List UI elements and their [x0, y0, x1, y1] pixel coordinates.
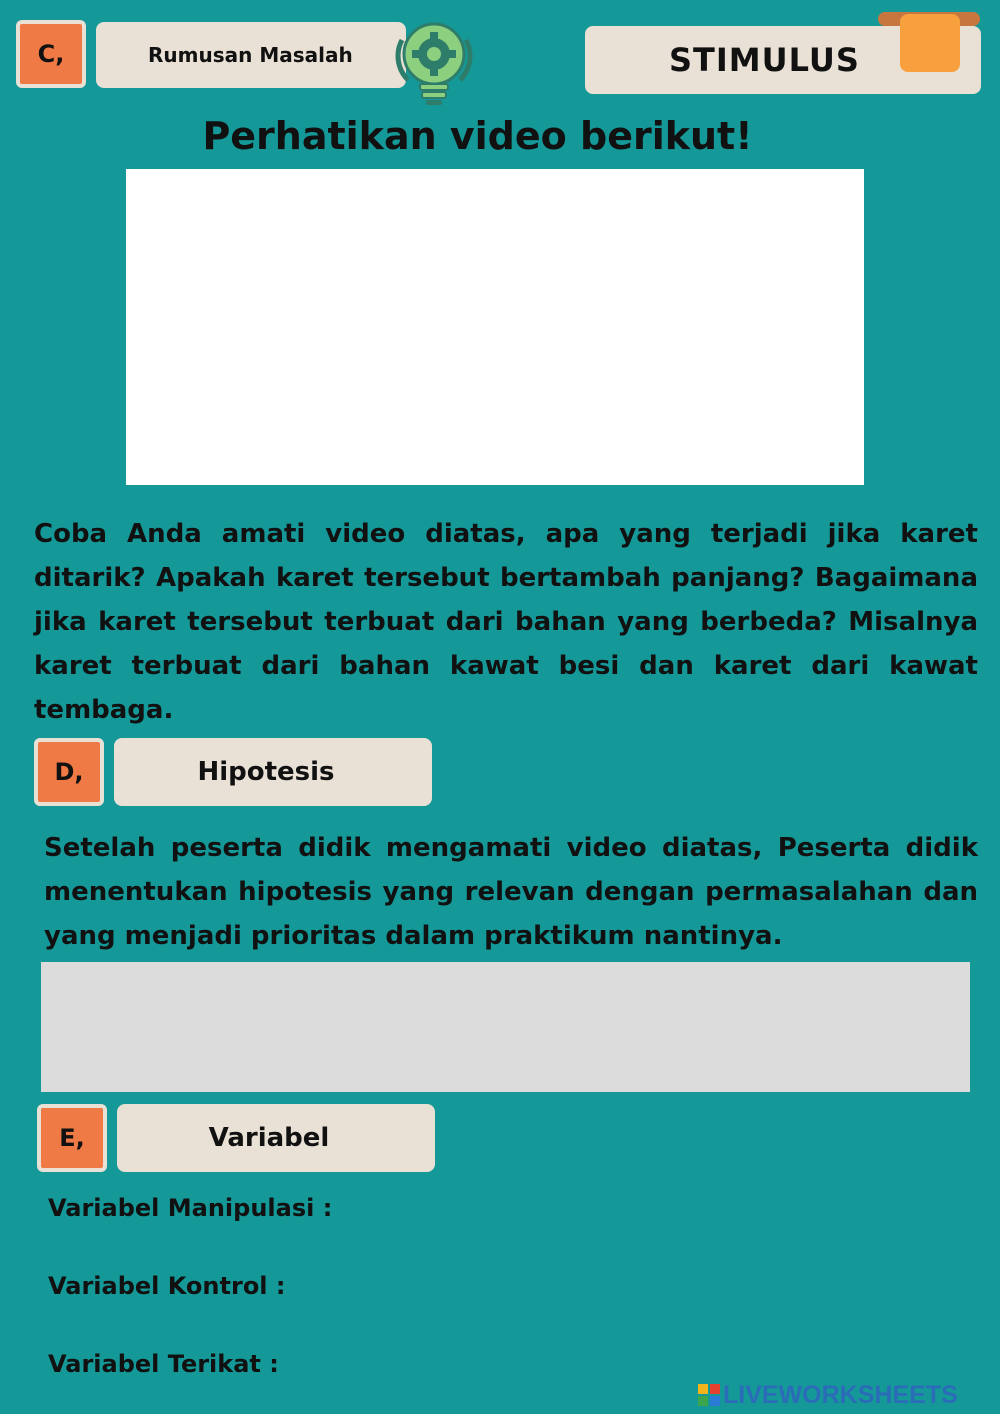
hypothesis-block	[44, 826, 978, 958]
section-c-title-pill	[96, 22, 406, 88]
scroll-note-icon	[876, 8, 982, 76]
hypothesis-input[interactable]	[41, 962, 970, 1092]
section-d-letter: D,	[54, 758, 84, 786]
stimulus-title: STIMULUS	[669, 41, 860, 79]
section-e-letter: E,	[59, 1124, 85, 1152]
section-e-badge	[37, 1104, 107, 1172]
section-d-badge	[34, 738, 104, 806]
variable-kontrol-label: Variabel Kontrol :	[48, 1272, 286, 1300]
liveworksheets-logo-text: LIVEWORKSHEETS	[723, 1380, 958, 1409]
video-player[interactable]	[126, 169, 864, 485]
variable-terikat-label: Variabel Terikat :	[48, 1350, 279, 1378]
section-e-title-pill	[117, 1104, 435, 1172]
question-block	[34, 512, 978, 732]
video-heading: Perhatikan video berikut!	[202, 114, 753, 158]
section-d-title: Hipotesis	[197, 757, 335, 787]
variable-manipulasi-label: Variabel Manipulasi :	[48, 1194, 333, 1222]
section-e-title: Variabel	[208, 1123, 330, 1153]
section-d-title-pill	[114, 738, 432, 806]
hypothesis-text: Setelah peserta didik mengamati video diatas, Peserta didik menentukan hipotesis yang relevan dengan permasalahan dan yang menjadi prioritas dalam praktikum nantinya.	[44, 833, 978, 951]
liveworksheets-logo-icon	[698, 1384, 720, 1406]
section-c-badge	[16, 20, 86, 88]
section-c-title: Rumusan Masalah	[148, 43, 353, 67]
lightbulb-gear-icon	[388, 10, 480, 108]
section-c-letter: C,	[37, 40, 65, 68]
liveworksheets-logo	[698, 1382, 994, 1408]
question-text: Coba Anda amati video diatas, apa yang terjadi jika karet ditarik? Apakah karet tersebut bertambah panjang? Bagaimana jika karet tersebut terbuat dari bahan yang berbeda? Misalnya karet terbuat dari bahan kawat besi dan karet dari kawat tembaga.	[34, 519, 978, 725]
